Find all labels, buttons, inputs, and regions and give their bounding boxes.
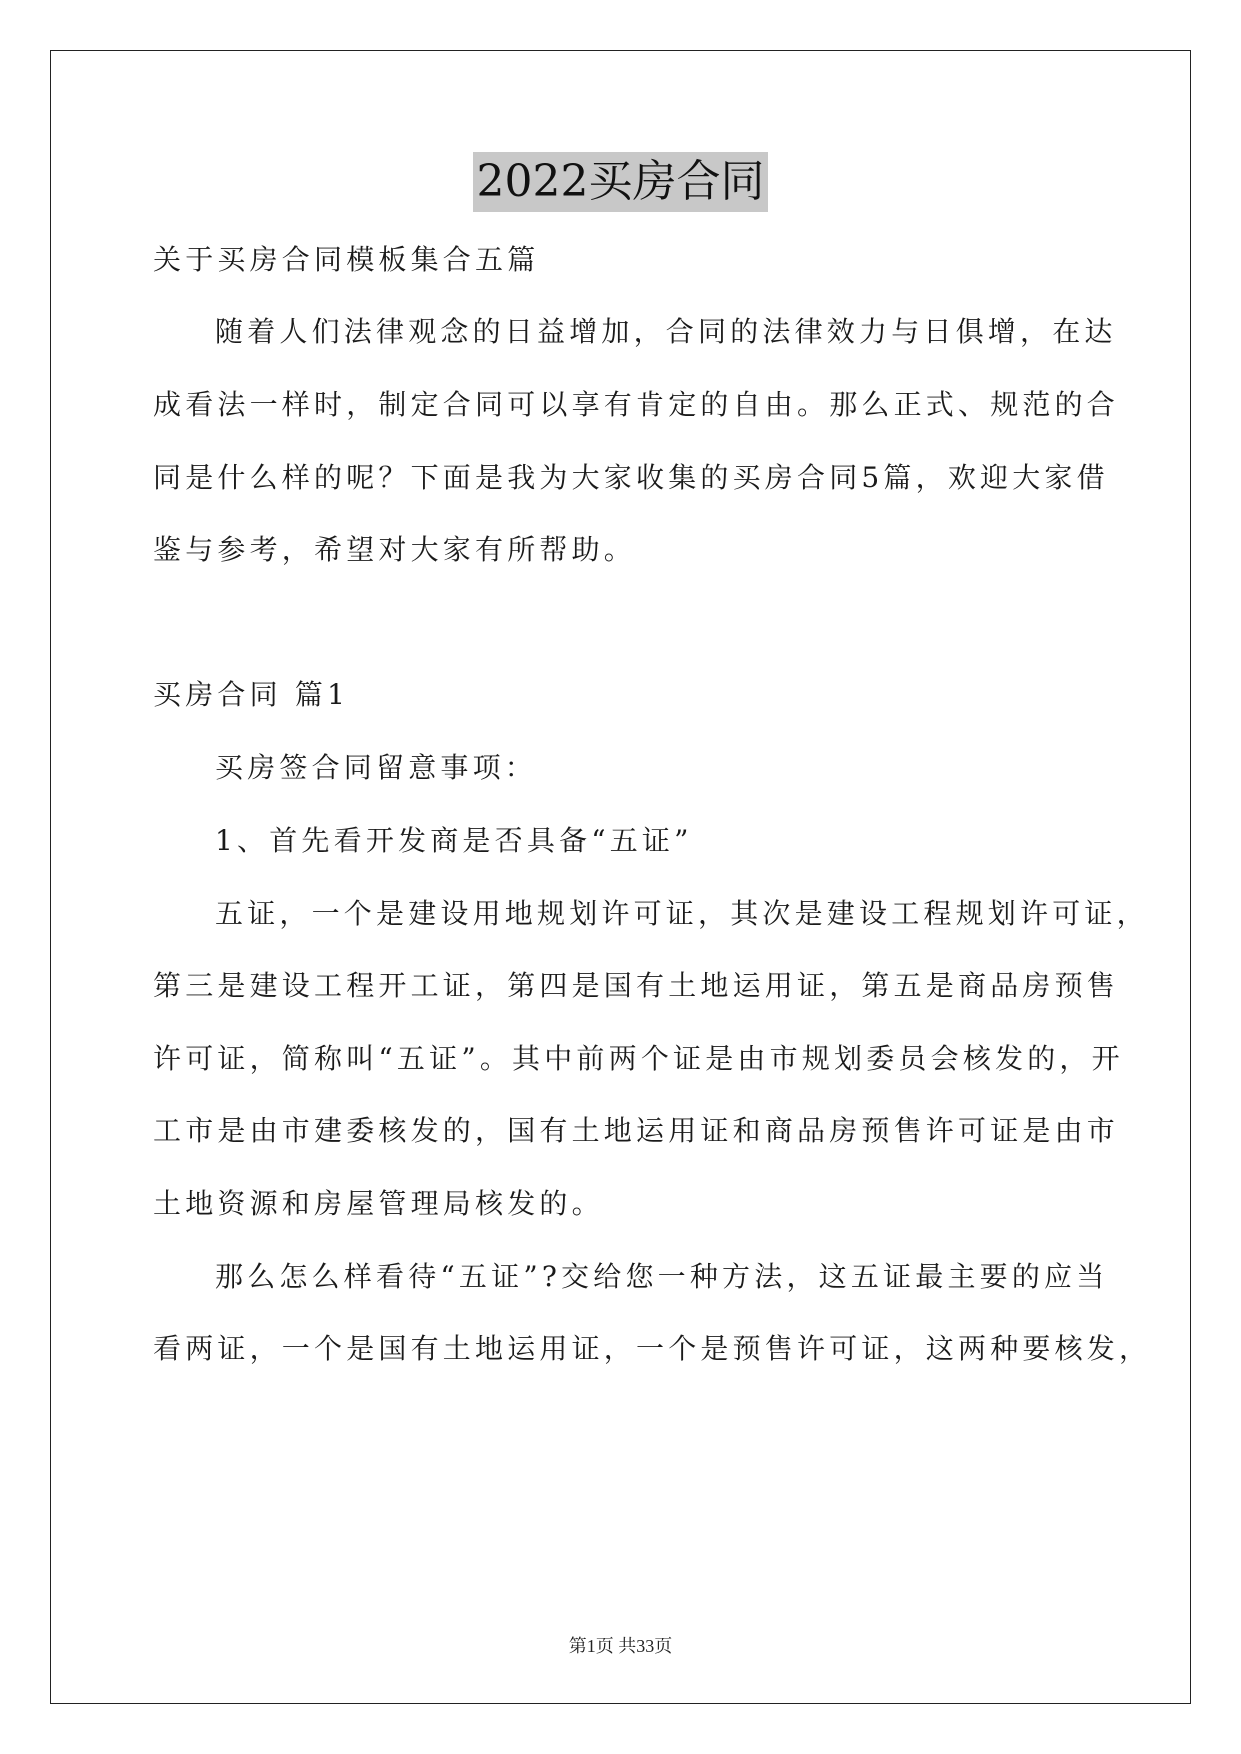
intro-line: 成看法一样时，制定合同可以享有肯定的自由。那么正式、规范的合	[153, 388, 1120, 421]
page-border	[50, 50, 1191, 1704]
paragraph-line: 许可证，简称叫“五证”。其中前两个证是由市规划委员会核发的，开	[153, 1042, 1124, 1075]
title-container	[0, 152, 1241, 212]
section-heading: 买房合同 篇1	[153, 678, 350, 711]
notice-heading: 买房签合同留意事项：	[215, 751, 538, 784]
page-number-footer: 第1页 共33页	[568, 1636, 673, 1656]
intro-line: 鉴与参考，希望对大家有所帮助。	[153, 533, 637, 566]
paragraph-line: 那么怎么样看待“五证”?交给您一种方法，这五证最主要的应当	[215, 1260, 1109, 1293]
item-heading: 1、首先看开发商是否具备“五证”	[215, 824, 693, 857]
document-title: 2022买房合同	[473, 152, 769, 212]
document-subtitle: 关于买房合同模板集合五篇	[153, 243, 540, 276]
paragraph-line: 土地资源和房屋管理局核发的。	[153, 1187, 604, 1220]
paragraph-line: 五证，一个是建设用地规划许可证，其次是建设工程规划许可证，	[215, 897, 1149, 930]
intro-line: 随着人们法律观念的日益增加，合同的法律效力与日俱增，在达	[215, 315, 1117, 348]
paragraph-line: 看两证，一个是国有土地运用证，一个是预售许可证，这两种要核发，	[153, 1332, 1152, 1365]
intro-line: 同是什么样的呢？下面是我为大家收集的买房合同5篇，欢迎大家借	[153, 461, 1109, 494]
paragraph-line: 第三是建设工程开工证，第四是国有土地运用证，第五是商品房预售	[153, 969, 1120, 1002]
paragraph-line: 工市是由市建委核发的，国有土地运用证和商品房预售许可证是由市	[153, 1114, 1120, 1147]
